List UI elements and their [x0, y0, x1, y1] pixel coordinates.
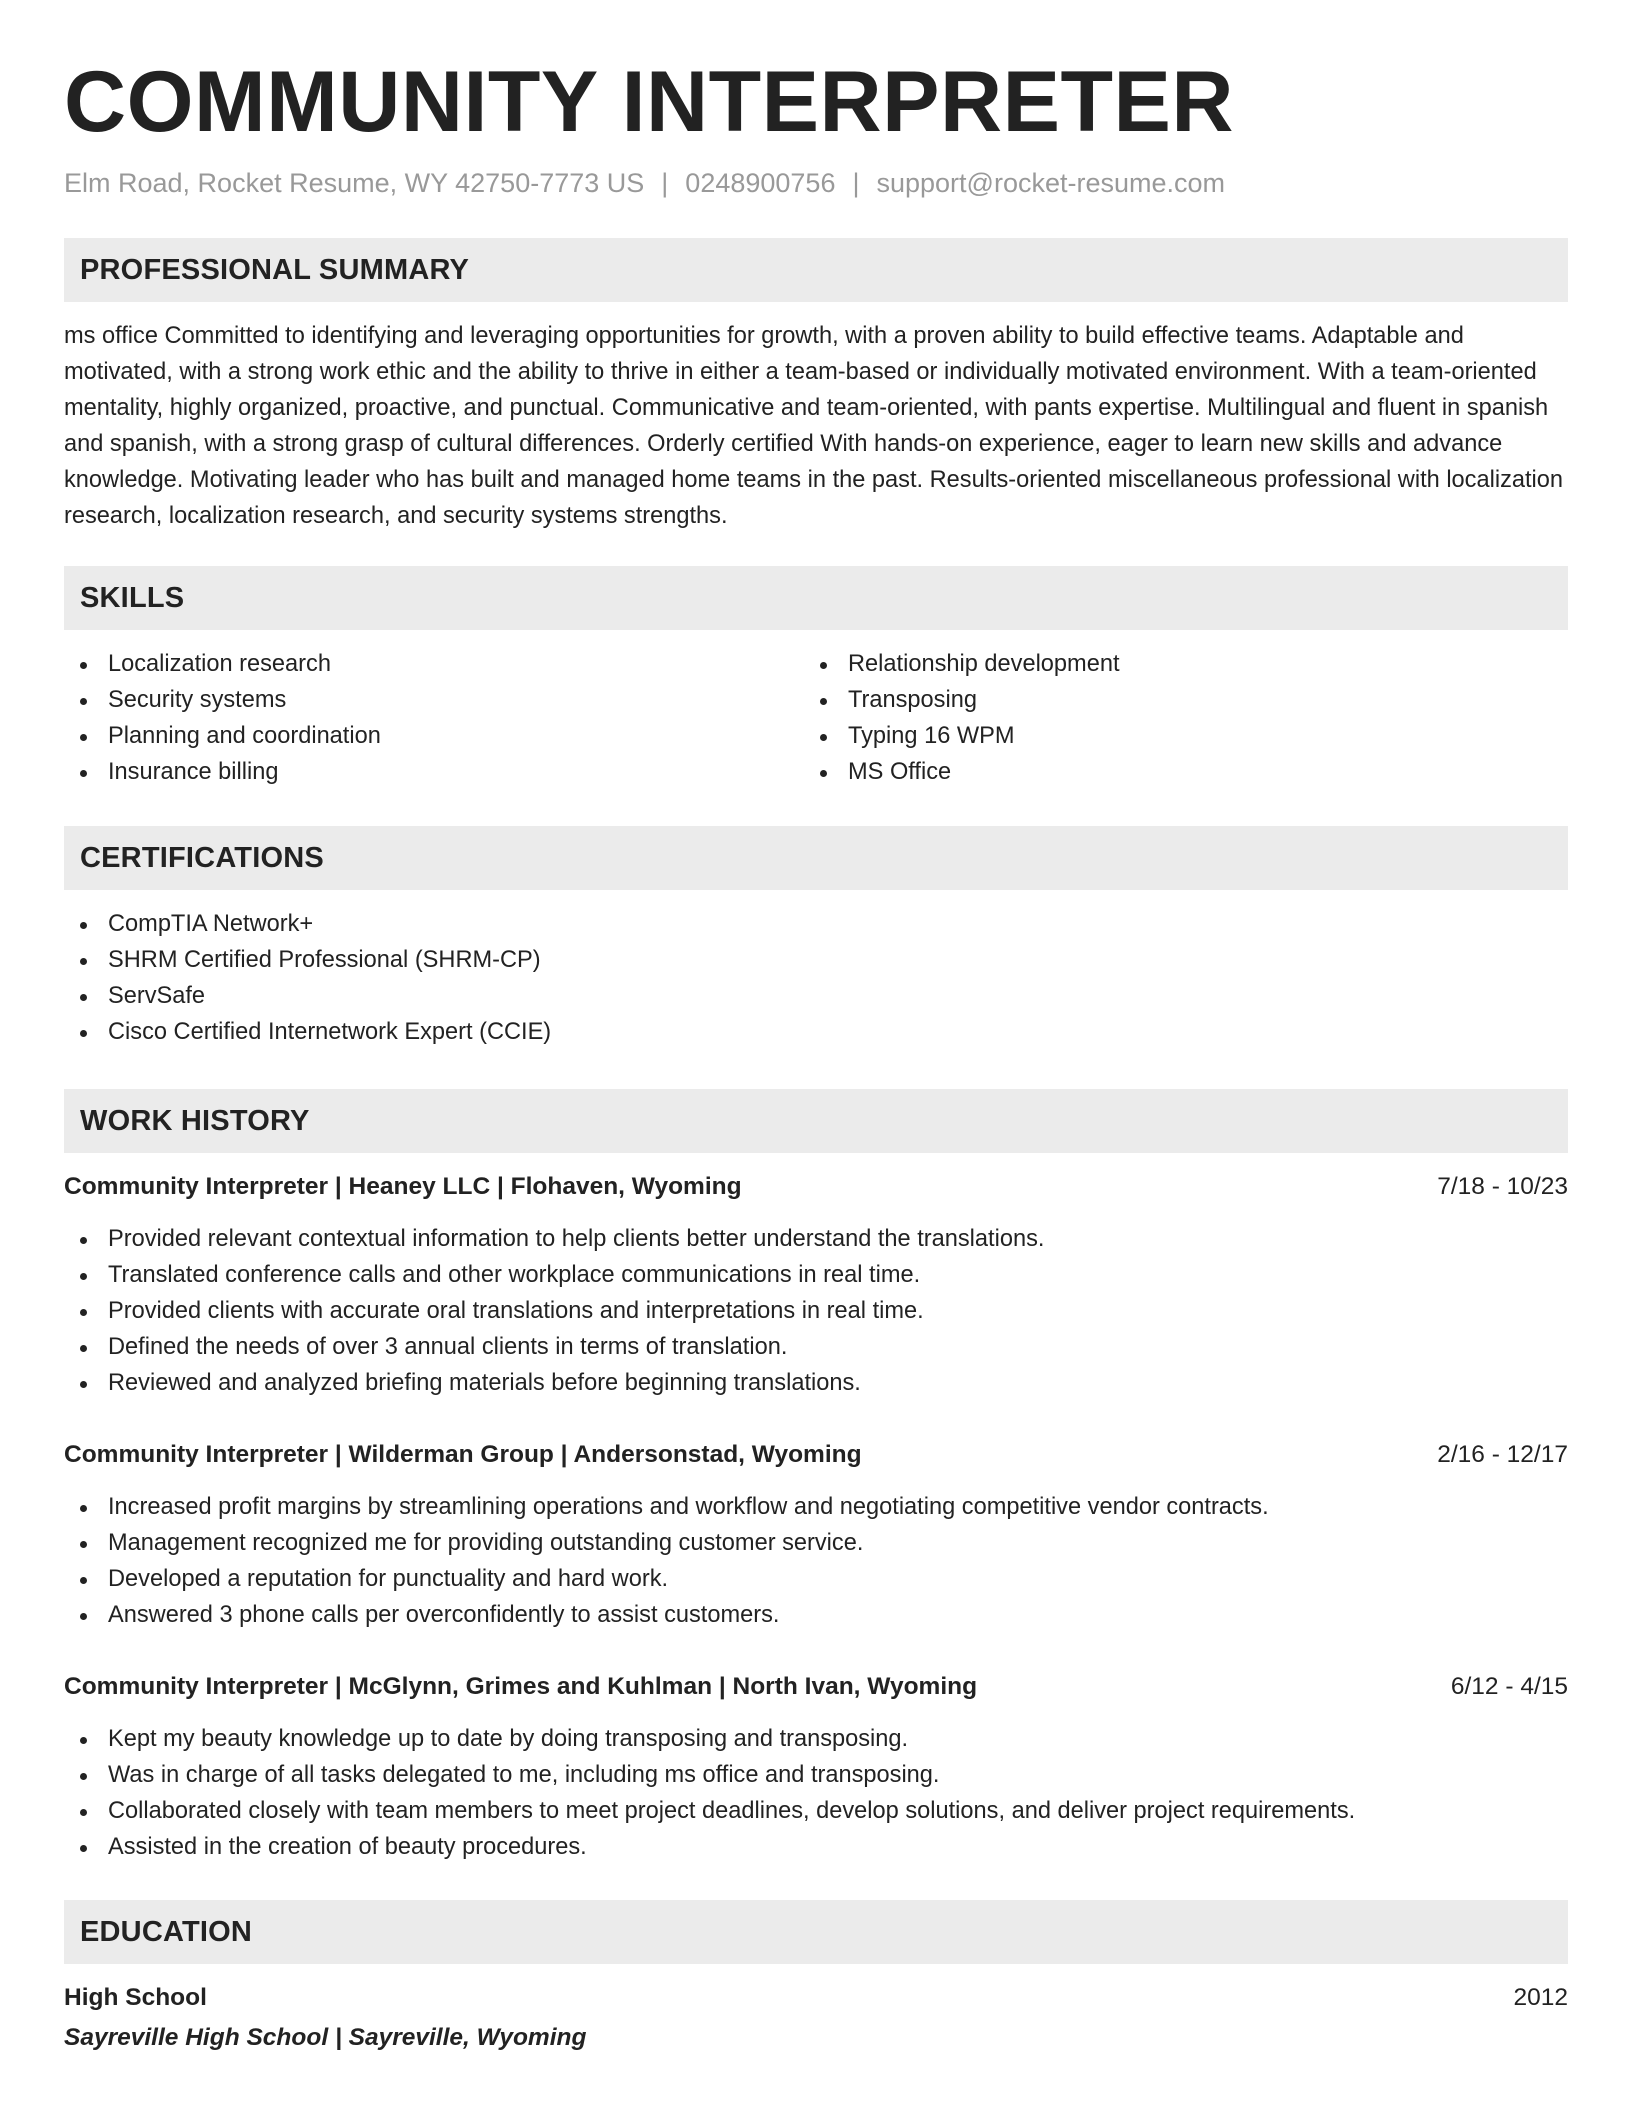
skill-item: Security systems [64, 682, 804, 718]
section-header-education [64, 1900, 1568, 1964]
skills-column-right [804, 646, 1544, 790]
job-bullet: Was in charge of all tasks delegated to me, including ms office and transposing. [64, 1757, 1568, 1793]
section-title: SKILLS [80, 581, 185, 614]
job-bullet: Management recognized me for providing outstanding customer service. [64, 1525, 1568, 1561]
job-title: Community Interpreter | McGlynn, Grimes and Kuhlman | North Ivan, Wyoming [64, 1673, 978, 1701]
certification-item: ServSafe [64, 978, 1568, 1014]
section-header-work-history [64, 1089, 1568, 1153]
skill-item: Transposing [804, 682, 1544, 718]
certification-item: Cisco Certified Internetwork Expert (CCIE) [64, 1014, 1568, 1050]
job-bullets [64, 1221, 1568, 1401]
job-header [64, 1437, 1568, 1473]
job-bullet: Assisted in the creation of beauty procedures. [64, 1829, 1568, 1865]
contact-email[interactable]: support@rocket-resume.com [876, 168, 1226, 199]
job-bullets [64, 1721, 1568, 1865]
job-bullet: Kept my beauty knowledge up to date by doing transposing and transposing. [64, 1721, 1568, 1757]
contact-phone: 0248900756 [685, 168, 836, 199]
contact-separator: | [852, 168, 860, 199]
job-bullet: Reviewed and analyzed briefing materials before beginning translations. [64, 1365, 1568, 1401]
section-title: EDUCATION [80, 1915, 253, 1948]
skill-item: Typing 16 WPM [804, 718, 1544, 754]
skill-item: Relationship development [804, 646, 1544, 682]
education-section [64, 1900, 1568, 2056]
job-bullets [64, 1489, 1568, 1633]
section-header-skills [64, 566, 1568, 630]
job-bullet: Developed a reputation for punctuality and hard work. [64, 1561, 1568, 1597]
job-dates: 2/16 - 12/17 [1437, 1441, 1568, 1469]
job-header [64, 1169, 1568, 1205]
skill-item: Planning and coordination [64, 718, 804, 754]
job-header [64, 1669, 1568, 1705]
job-bullet: Provided relevant contextual information to help clients better understand the translations. [64, 1221, 1568, 1257]
job-bullet: Collaborated closely with team members to meet project deadlines, develop solutions, and deliver project requirements. [64, 1793, 1568, 1829]
contact-address: Elm Road, Rocket Resume, WY 42750-7773 US [64, 168, 645, 199]
work-history-section [64, 1089, 1568, 1865]
section-title: WORK HISTORY [80, 1104, 310, 1137]
education-year: 2012 [1513, 1984, 1568, 2012]
job-title: Community Interpreter | Wilderman Group | Andersonstad, Wyoming [64, 1441, 862, 1469]
certification-item: SHRM Certified Professional (SHRM-CP) [64, 942, 1568, 978]
section-header-summary [64, 238, 1568, 302]
skills-column-left [64, 646, 804, 790]
job-entry [64, 1669, 1568, 1865]
certification-item: CompTIA Network+ [64, 906, 1568, 942]
skill-item: MS Office [804, 754, 1544, 790]
summary-section [64, 238, 1568, 534]
candidate-name: COMMUNITY INTERPRETER [64, 54, 1234, 150]
job-bullet: Translated conference calls and other workplace communications in real time. [64, 1257, 1568, 1293]
skill-item: Localization research [64, 646, 804, 682]
job-entry [64, 1169, 1568, 1401]
certification-list [64, 906, 1568, 1050]
job-entry [64, 1437, 1568, 1633]
summary-text: ms office Committed to identifying and leveraging opportunities for growth, with a proven ability to build effective teams. Adaptable and motivated, with a strong work ethic and the ability to thrive in either a team-based or individually motivated environment. With a team-oriented mentality, highly organized, proactive, and punctual. Communicative and team-oriented, with pants expertise. Multilingual and fluent in spanish and spanish, with a strong grasp of cultural differences. Orderly certified With hands-on experience, eager to learn new skills and advance knowledge. Motivating leader who has built and managed home teams in the past. Results-oriented miscellaneous professional with localization research, localization research, and security systems strengths. [64, 323, 1564, 530]
skills-grid [64, 646, 1568, 790]
job-dates: 6/12 - 4/15 [1450, 1673, 1568, 1701]
job-bullet: Provided clients with accurate oral translations and interpretations in real time. [64, 1293, 1568, 1329]
section-title: PROFESSIONAL SUMMARY [80, 253, 470, 286]
education-degree: High School [64, 1984, 207, 2012]
section-title: CERTIFICATIONS [80, 841, 324, 874]
job-dates: 7/18 - 10/23 [1437, 1173, 1568, 1201]
job-bullet: Increased profit margins by streamlining operations and workflow and negotiating competitive vendor contracts. [64, 1489, 1568, 1525]
section-header-certifications [64, 826, 1568, 890]
job-title: Community Interpreter | Heaney LLC | Flohaven, Wyoming [64, 1173, 742, 1201]
skills-section [64, 566, 1568, 790]
education-header [64, 1980, 1568, 2016]
job-bullet: Defined the needs of over 3 annual clients in terms of translation. [64, 1329, 1568, 1365]
education-school: Sayreville High School | Sayreville, Wyoming [64, 2024, 587, 2052]
resume-header [64, 54, 1568, 201]
job-bullet: Answered 3 phone calls per overconfidently to assist customers. [64, 1597, 1568, 1633]
contact-separator: | [661, 168, 669, 199]
certifications-section [64, 826, 1568, 1050]
skill-item: Insurance billing [64, 754, 804, 790]
contact-line [64, 166, 1568, 201]
